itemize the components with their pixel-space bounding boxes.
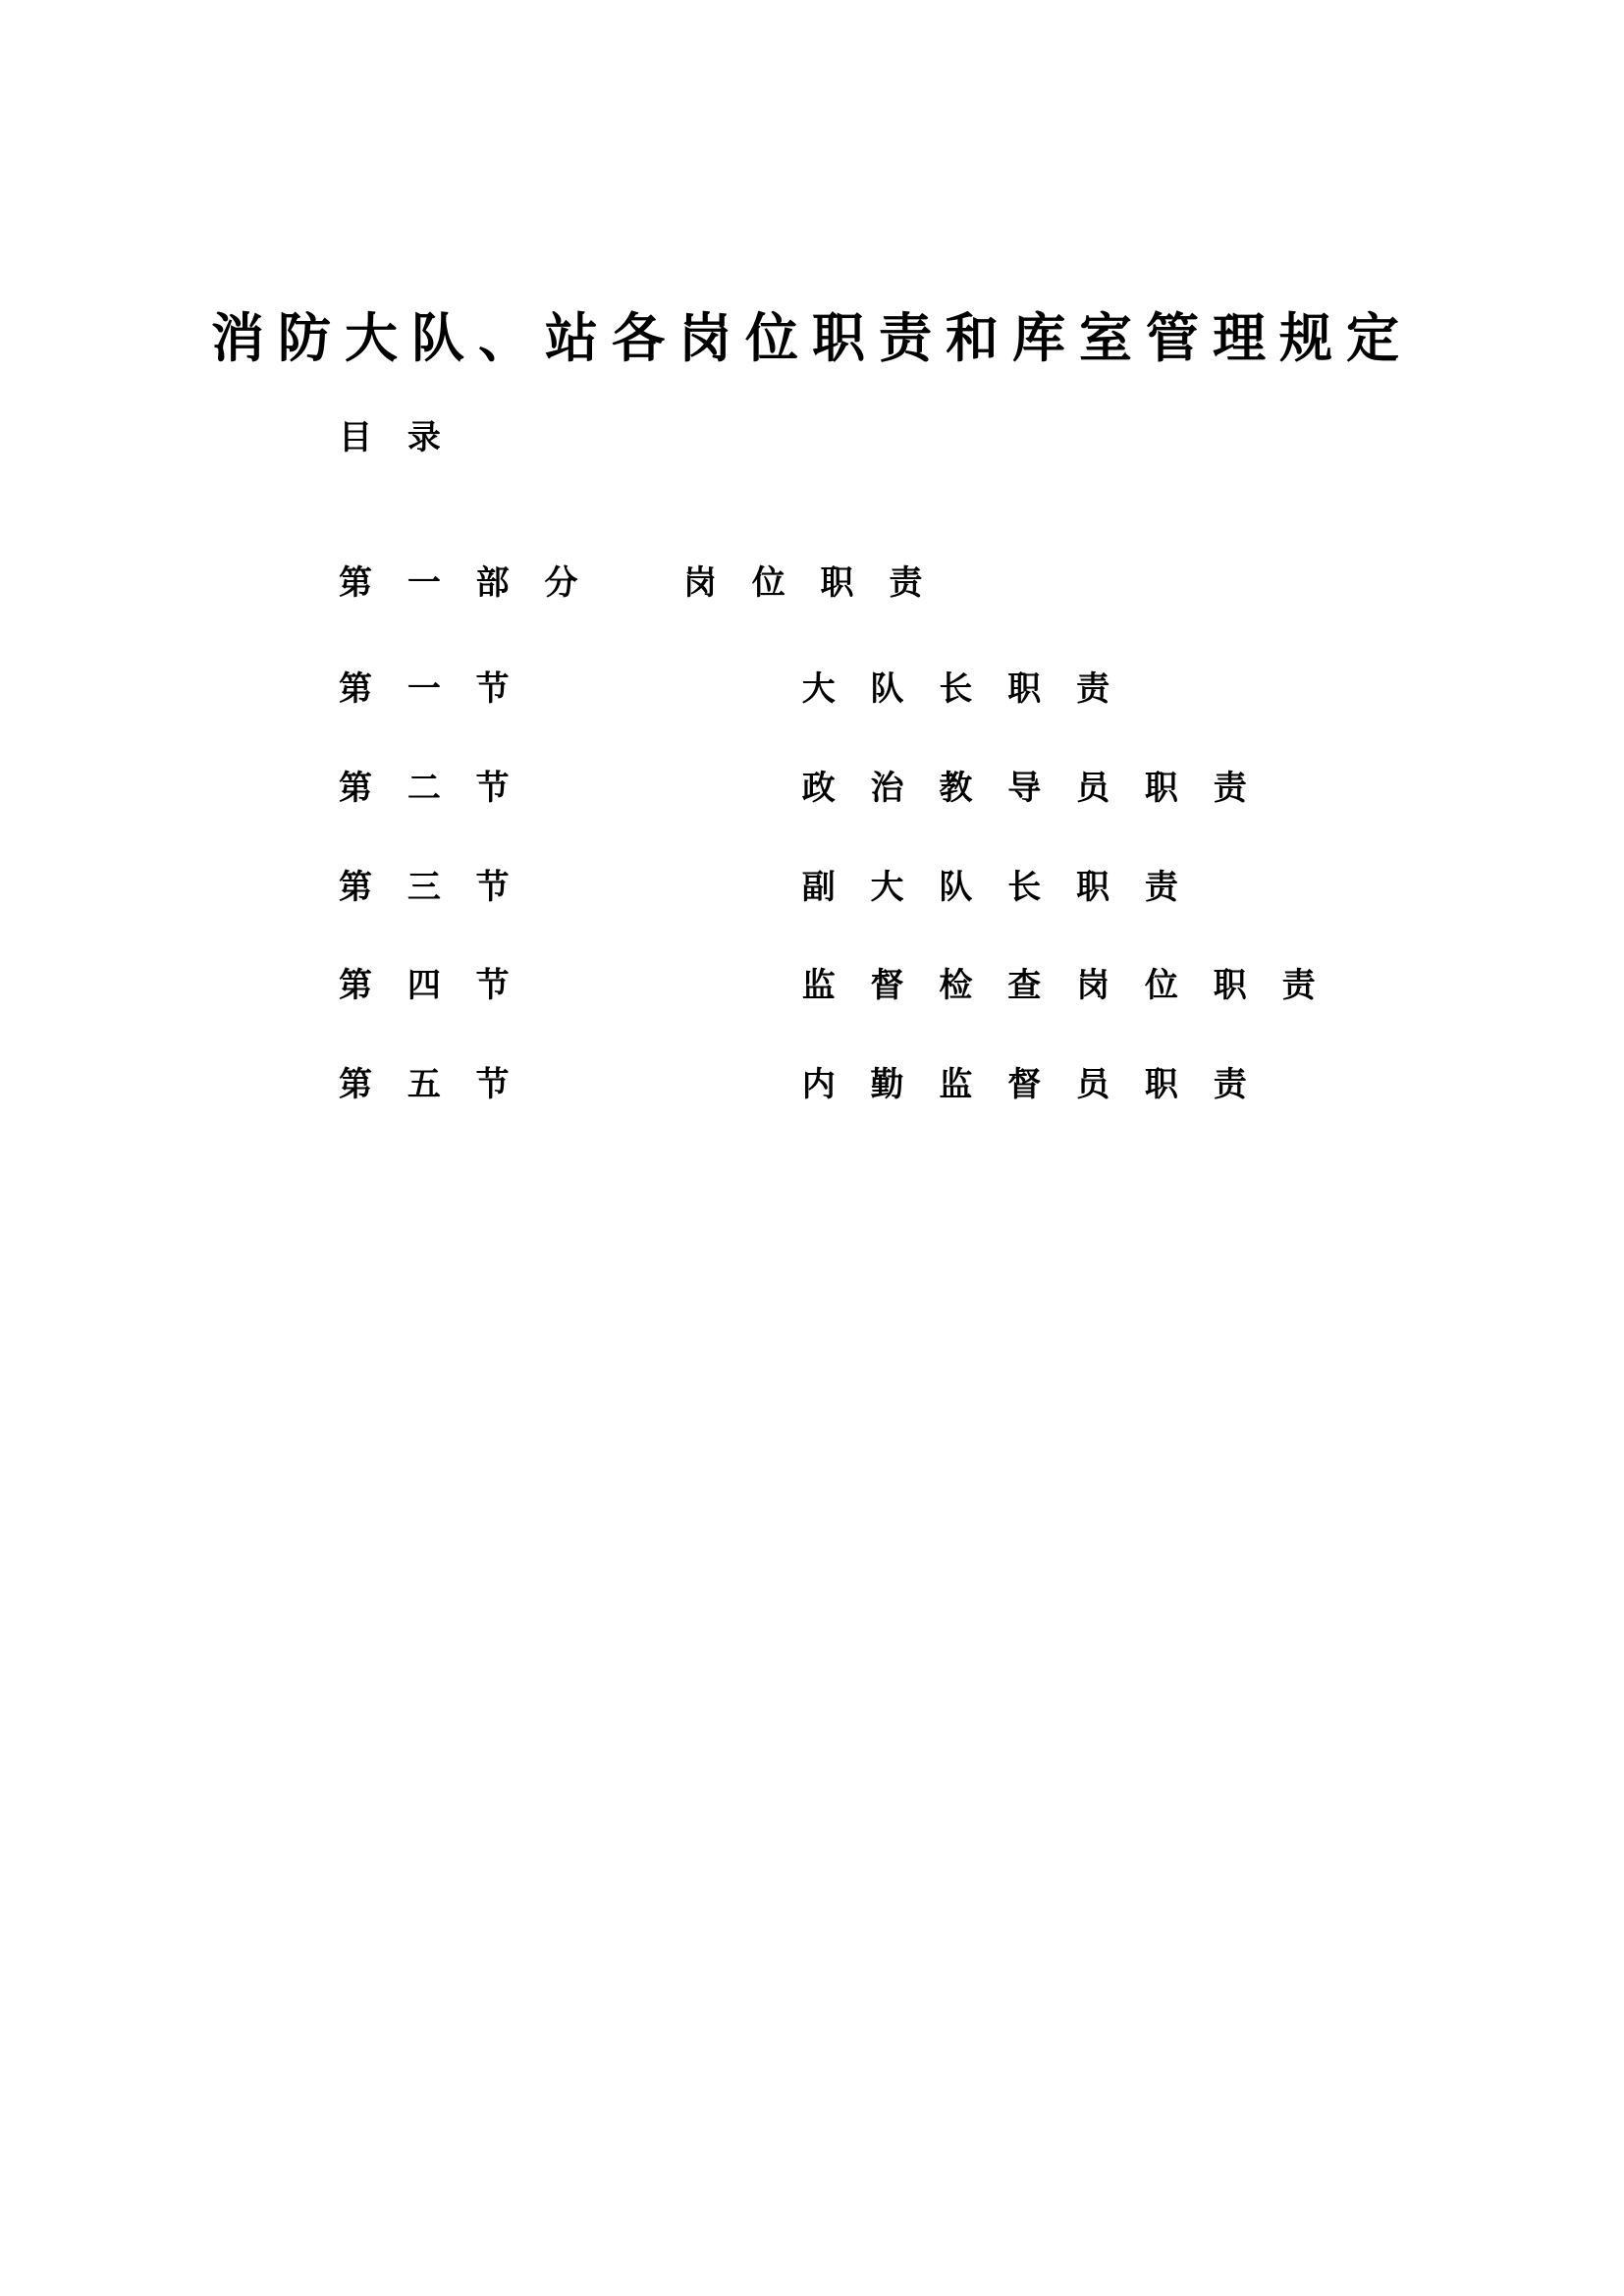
toc-list (211, 558, 1413, 1110)
toc-entry-section-5: 第 五 节 内 勤 监 督 员 职 责 (339, 1064, 1259, 1104)
toc-entry-section-2: 第 二 节 政 治 教 导 员 职 责 (339, 768, 1259, 808)
toc-entry-section-1: 第 一 节 大 队 长 职 责 (339, 669, 1122, 710)
toc-heading: 目 录 (339, 418, 453, 458)
toc-entry-section-3: 第 三 节 副 大 队 长 职 责 (339, 867, 1190, 907)
toc-entry-part-1: 第 一 部 分 岗 位 职 责 (339, 563, 935, 604)
toc-entry-section-4: 第 四 节 监 督 检 查 岗 位 职 责 (339, 966, 1327, 1006)
page-title: 消防大队、站各岗位职责和库室管理规定 (211, 307, 1413, 369)
